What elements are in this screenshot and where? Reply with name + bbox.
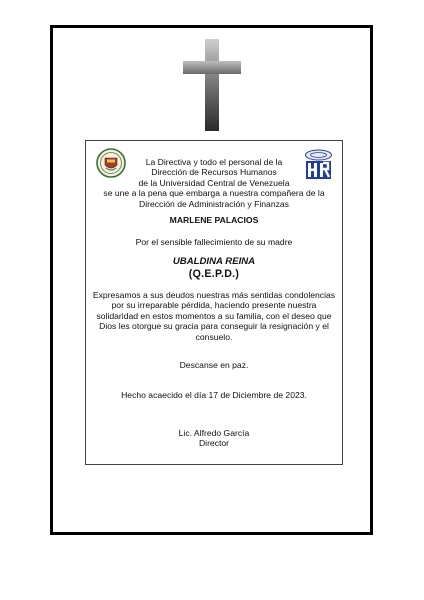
header-line: se une a la pena que embarga a nuestra compañera de la [103,188,325,199]
message-line: consuelo. [195,331,233,342]
signer-title: Director [198,438,230,449]
cross-vertical-bar [205,39,219,131]
signer-name: Lic. Alfredo García [178,428,250,438]
signature-block [85,428,343,449]
qepd-text: (Q.E.P.D.) [188,268,240,280]
header-line: de la Universidad Central de Venezuela [138,177,290,188]
header-line: Dirección de Administración y Finanzas [139,198,289,209]
cross-icon [183,39,241,131]
message-line: solidaridad en estos momentos a su familia, con el deseo que [96,310,332,321]
message-line: Dios les otorgue su gracia para conseguir la resignación y el [99,321,329,332]
date-text: Hecho acaecido el día 17 de Diciembre de 2023. [121,390,307,400]
reason-text: Por el sensible fallecimiento de su madre [135,237,293,247]
honoree-name: MARLENE PALACIOS [169,215,259,225]
header-line: La Directiva y todo el personal de la [145,157,283,167]
header-text [85,157,343,209]
header-line: Dirección de Recursos Humanos [151,167,277,178]
condolence-message [91,290,337,342]
deceased-name: UBALDINA REINA [172,256,256,267]
message-line: por su irreparable pérdida, haciendo presente nuestra [111,300,317,311]
rest-in-peace-text: Descanse en paz. [179,360,249,370]
cross-horizontal-bar [183,61,241,74]
message-line: Expresamos a sus deudos nuestras más sentidas condolencias [92,290,336,300]
